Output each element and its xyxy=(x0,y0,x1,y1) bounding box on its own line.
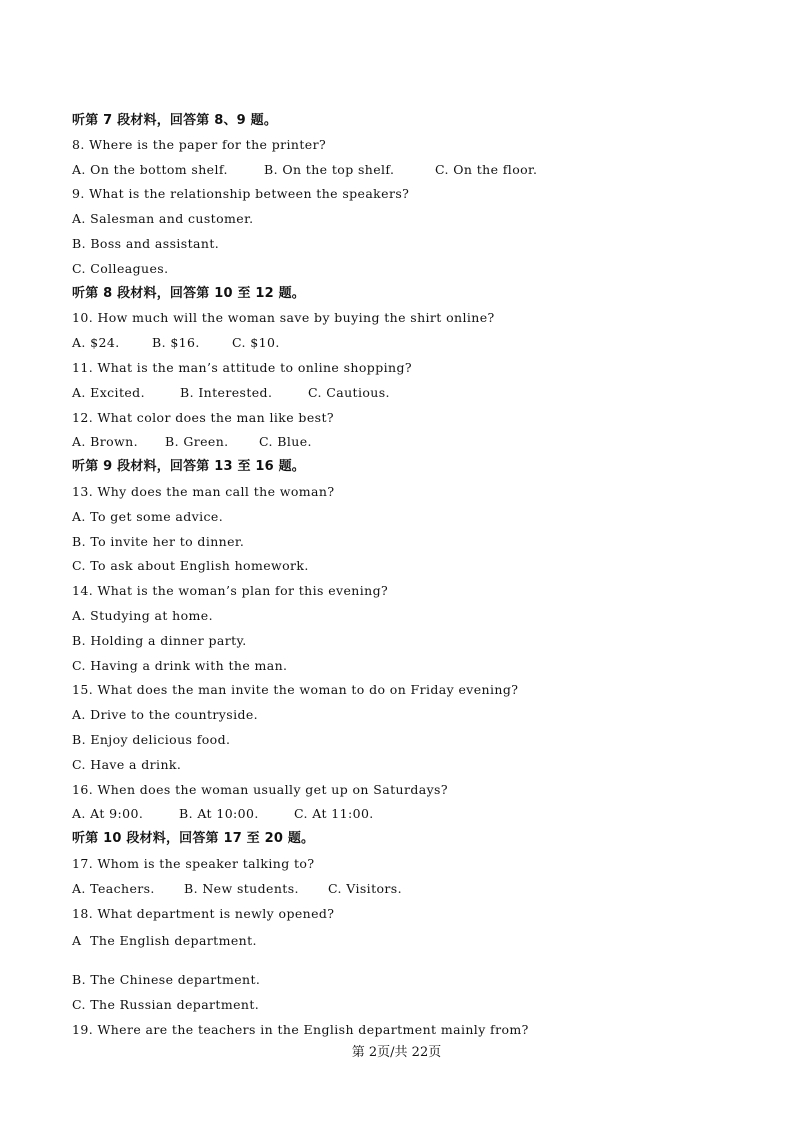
answer-option: B. Green. xyxy=(165,434,229,449)
answer-option: C. Colleagues. xyxy=(72,261,169,276)
answer-option: B. New students. xyxy=(184,881,299,896)
question-text: 19. Where are the teachers in the English department mainly from? xyxy=(72,1022,529,1037)
question-text: 8. Where is the paper for the printer? xyxy=(72,137,327,152)
answer-option: C. Have a drink. xyxy=(72,757,182,772)
options-row xyxy=(72,162,672,178)
answer-option: A. Teachers. xyxy=(72,881,155,896)
options-row xyxy=(72,434,672,450)
question-text: 18. What department is newly opened? xyxy=(72,906,335,921)
answer-option: C. To ask about English homework. xyxy=(72,558,309,573)
answer-option: A. To get some advice. xyxy=(72,509,224,524)
answer-option: A. Salesman and customer. xyxy=(72,211,254,226)
answer-option: B. Enjoy delicious food. xyxy=(72,732,231,747)
answer-option: C. $10. xyxy=(232,335,280,350)
section-heading: 听第 7 段材料，回答第 8、9 题。 xyxy=(72,113,278,128)
answer-option: A. On the bottom shelf. xyxy=(72,162,228,177)
answer-option: A. Brown. xyxy=(72,434,138,449)
answer-option: B. Holding a dinner party. xyxy=(72,633,247,648)
options-row xyxy=(72,385,672,401)
options-row xyxy=(72,881,672,897)
question-text: 10. How much will the woman save by buying the shirt online? xyxy=(72,310,495,325)
answer-option: B. Boss and assistant. xyxy=(72,236,220,251)
answer-option: C. Having a drink with the man. xyxy=(72,658,288,673)
answer-option: A. $24. xyxy=(72,335,120,350)
question-text: 14. What is the woman’s plan for this evening? xyxy=(72,583,389,598)
question-text: 13. Why does the man call the woman? xyxy=(72,484,335,499)
answer-option: C. The Russian department. xyxy=(72,997,260,1012)
question-text: 11. What is the man’s attitude to online shopping? xyxy=(72,360,412,375)
section-heading: 听第 8 段材料，回答第 10 至 12 题。 xyxy=(72,286,305,301)
question-text: 9. What is the relationship between the speakers? xyxy=(72,186,410,201)
answer-option: A. Drive to the countryside. xyxy=(72,707,259,722)
page-footer: 第 2页/共 22页 xyxy=(351,1045,442,1060)
answer-option: B. The Chinese department. xyxy=(72,972,261,987)
answer-option: A The English department. xyxy=(72,933,257,948)
answer-option: A. At 9:00. xyxy=(72,806,144,821)
answer-option: A. Studying at home. xyxy=(72,608,213,623)
answer-option: B. $16. xyxy=(152,335,200,350)
section-heading: 听第 9 段材料，回答第 13 至 16 题。 xyxy=(72,459,305,474)
answer-option: C. At 11:00. xyxy=(294,806,374,821)
answer-option: B. To invite her to dinner. xyxy=(72,534,245,549)
answer-option: A. Excited. xyxy=(72,385,145,400)
question-text: 15. What does the man invite the woman to do on Friday evening? xyxy=(72,682,519,697)
options-row xyxy=(72,335,672,351)
answer-option: B. Interested. xyxy=(180,385,273,400)
options-row xyxy=(72,806,672,822)
answer-option: C. On the floor. xyxy=(435,162,538,177)
question-text: 16. When does the woman usually get up on Saturdays? xyxy=(72,782,448,797)
answer-option: C. Blue. xyxy=(259,434,312,449)
answer-option: B. On the top shelf. xyxy=(264,162,395,177)
answer-option: C. Visitors. xyxy=(328,881,402,896)
question-text: 12. What color does the man like best? xyxy=(72,410,334,425)
section-heading: 听第 10 段材料，回答第 17 至 20 题。 xyxy=(72,831,315,846)
question-text: 17. Whom is the speaker talking to? xyxy=(72,856,315,871)
answer-option: B. At 10:00. xyxy=(179,806,259,821)
answer-option: C. Cautious. xyxy=(308,385,390,400)
